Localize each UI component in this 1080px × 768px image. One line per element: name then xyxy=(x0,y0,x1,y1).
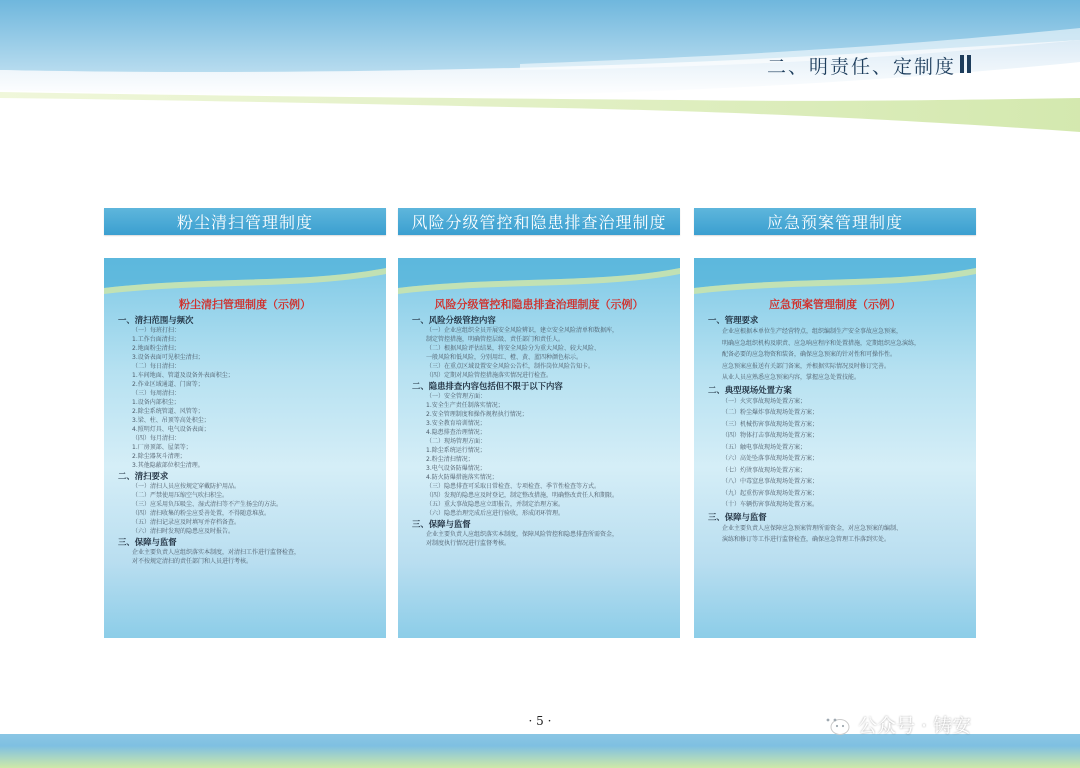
text-line: （八）中毒窒息事故现场处置方案； xyxy=(722,478,819,485)
section-heading: 三、保障与监督 xyxy=(412,519,471,529)
text-line: （三）每周清扫： xyxy=(132,390,181,397)
text-line: （三）隐患排查可采取日常检查、专项检查、季节性检查等方式。 xyxy=(426,483,601,490)
text-line: （四）每月清扫： xyxy=(132,435,181,442)
text-line: 2.除尘器灰斗清理； xyxy=(132,453,186,460)
text-line: 1.厂房顶部、屋架等； xyxy=(132,444,192,451)
text-line: （四）发现的隐患应及时登记，制定整改措施，明确整改责任人和期限。 xyxy=(426,492,619,499)
text-line: 3.设备表面可见积尘清扫； xyxy=(132,354,204,361)
text-line: 1.设备内部积尘； xyxy=(132,399,180,406)
document-title: 应急预案管理制度（示例） xyxy=(769,298,901,311)
text-line: 2.地面粉尘清扫； xyxy=(132,345,180,352)
text-line: 2.除尘系统管道、风管等； xyxy=(132,408,204,415)
text-line: （二）粉尘爆炸事故现场处置方案； xyxy=(722,409,819,416)
text-line: （二）严禁使用压缩空气吹扫积尘。 xyxy=(132,492,229,499)
card-wave-decoration xyxy=(398,258,680,298)
text-line: 1.除尘系统运行情况； xyxy=(426,447,486,454)
text-line: 从业人员应熟悉应急预案内容，掌握应急处置技能。 xyxy=(722,374,861,381)
section-marker-icon xyxy=(958,55,978,73)
text-line: （六）高处坠落事故现场处置方案； xyxy=(722,455,819,462)
text-line: （二）每日清扫： xyxy=(132,363,181,370)
section-title: 二、明责任、定制度 xyxy=(766,56,956,78)
text-line: 企业主要负责人应组织落实本制度，保障风险管控和隐患排查所需资金， xyxy=(426,531,619,538)
section-heading: 二、清扫要求 xyxy=(118,471,169,481)
text-line: 1.工作台面清扫； xyxy=(132,336,180,343)
text-line: 1.安全生产责任制落实情况； xyxy=(426,402,504,409)
text-line: 2.安全管理制度和操作规程执行情况； xyxy=(426,411,528,418)
text-line: （一）火灾事故现场处置方案； xyxy=(722,397,807,405)
section-heading: 一、清扫范围与频次 xyxy=(118,315,194,325)
section-heading: 一、风险分级管控内容 xyxy=(412,315,496,325)
text-line: 2.作业区域通道、门窗等； xyxy=(132,381,204,388)
text-line: （五）触电事故现场处置方案； xyxy=(722,443,807,451)
text-line: 对制度执行情况进行监督考核。 xyxy=(426,540,511,547)
text-line: 1.车间地面、管道及设备外表面积尘； xyxy=(132,372,234,379)
text-line: （三）应采用负压吸尘、湿式清扫等不产生扬尘的方法。 xyxy=(132,501,283,508)
text-line: 企业应根据本单位生产经营特点，组织编制生产安全事故应急预案， xyxy=(722,328,903,335)
text-line: 2.粉尘清扫情况； xyxy=(426,456,474,463)
document-title: 粉尘清扫管理制度（示例） xyxy=(179,298,311,311)
text-line: 企业主要负责人应组织落实本制度，对清扫工作进行监督检查， xyxy=(132,549,301,556)
text-line: （二）根据风险评估结果，将安全风险分为重大风险、较大风险、 xyxy=(426,345,601,352)
text-line: 3.其他隐蔽部位积尘清理。 xyxy=(132,462,204,469)
text-line: 制定管控措施，明确管控层级、责任部门和责任人。 xyxy=(426,336,565,343)
text-line: （三）在重点区域设置安全风险公告栏，制作岗位风险告知卡。 xyxy=(426,363,595,370)
card-wave-decoration xyxy=(104,258,386,298)
watermark-text: 公众号 · 铸安 xyxy=(858,714,972,737)
text-line: （九）起重伤害事故现场处置方案； xyxy=(722,489,819,497)
text-line: 4.防火防爆措施落实情况； xyxy=(426,474,498,481)
text-line: 3.安全教育培训情况； xyxy=(426,420,486,427)
text-line: 对不按规定清扫的责任部门和人员进行考核。 xyxy=(132,558,253,565)
text-line: 企业主要负责人应保障应急预案管理所需资金，对应急预案的编制、 xyxy=(722,524,903,532)
text-line: 4.照明灯具、电气设备表面； xyxy=(132,426,210,433)
section-heading: 三、保障与监督 xyxy=(118,537,177,547)
text-line: 演练和修订等工作进行监督检查，确保应急管理工作落到实处。 xyxy=(722,536,891,543)
section-heading: 二、隐患排查内容包括但不限于以下内容 xyxy=(412,381,563,391)
text-line: 4.隐患排查治理情况； xyxy=(426,429,486,436)
text-line: （十）车辆伤害事故现场处置方案。 xyxy=(722,501,819,508)
text-line: 应急预案应报送有关部门备案，并根据实际情况及时修订完善。 xyxy=(722,362,891,370)
column-heading-risk-control: 风险分级管控和隐患排查治理制度 xyxy=(398,208,680,235)
document-title: 风险分级管控和隐患排查治理制度（示例） xyxy=(434,298,644,311)
card-wave-decoration xyxy=(694,258,976,298)
text-line: 明确应急组织机构及职责、应急响应程序和处置措施，定期组织应急演练， xyxy=(722,339,921,347)
text-line: （一）企业应组织全员开展安全风险辨识，建立安全风险清单和数据库， xyxy=(426,327,619,334)
watermark xyxy=(820,708,971,740)
column-heading-emergency-plan: 应急预案管理制度 xyxy=(694,208,976,235)
text-line: 3.电气设备防爆情况； xyxy=(426,465,486,472)
text-line: （七）灼烫事故现场处置方案； xyxy=(722,466,807,474)
text-line: （四）定期对风险管控措施落实情况进行检查。 xyxy=(426,372,553,379)
text-line: 配备必要的应急物资和装备，确保应急预案的针对性和可操作性。 xyxy=(722,351,897,358)
text-line: （五）清扫记录应及时填写并存档备查。 xyxy=(132,519,241,526)
section-heading: 一、管理要求 xyxy=(708,315,759,325)
document-card-risk-control xyxy=(398,258,680,638)
text-line: （六）隐患治理完成后应进行验收，形成闭环管理。 xyxy=(426,510,565,517)
text-line: （三）机械伤害事故现场处置方案； xyxy=(722,420,819,428)
text-line: 3.梁、柱、吊顶等高处积尘； xyxy=(132,417,210,424)
section-heading: 三、保障与监督 xyxy=(708,511,767,522)
document-card-dust-cleaning xyxy=(104,258,386,638)
text-line: （一）每班打扫： xyxy=(132,327,181,334)
document-card-emergency-plan xyxy=(694,258,976,638)
text-line: （二）现场管理方面： xyxy=(426,438,487,445)
text-line: （四）物体打击事故现场处置方案； xyxy=(722,432,819,439)
text-line: 一般风险和低风险，分别用红、橙、黄、蓝四种颜色标示。 xyxy=(426,354,583,361)
wechat-icon xyxy=(820,711,850,737)
section-heading: 二、典型现场处置方案 xyxy=(708,384,792,395)
text-line: （四）清扫收集的粉尘应妥善处置，不得随意堆放。 xyxy=(132,510,271,517)
text-line: （一）清扫人员应按规定穿戴防护用品。 xyxy=(132,483,241,490)
page-number: · 5 · xyxy=(528,714,552,728)
column-heading-dust-cleaning: 粉尘清扫管理制度 xyxy=(104,208,386,235)
text-line: （六）清扫时发现的隐患应及时报告。 xyxy=(132,528,235,535)
text-line: （一）安全管理方面： xyxy=(426,393,487,400)
text-line: （五）重大事故隐患应立即报告，并制定治理方案。 xyxy=(426,501,565,508)
